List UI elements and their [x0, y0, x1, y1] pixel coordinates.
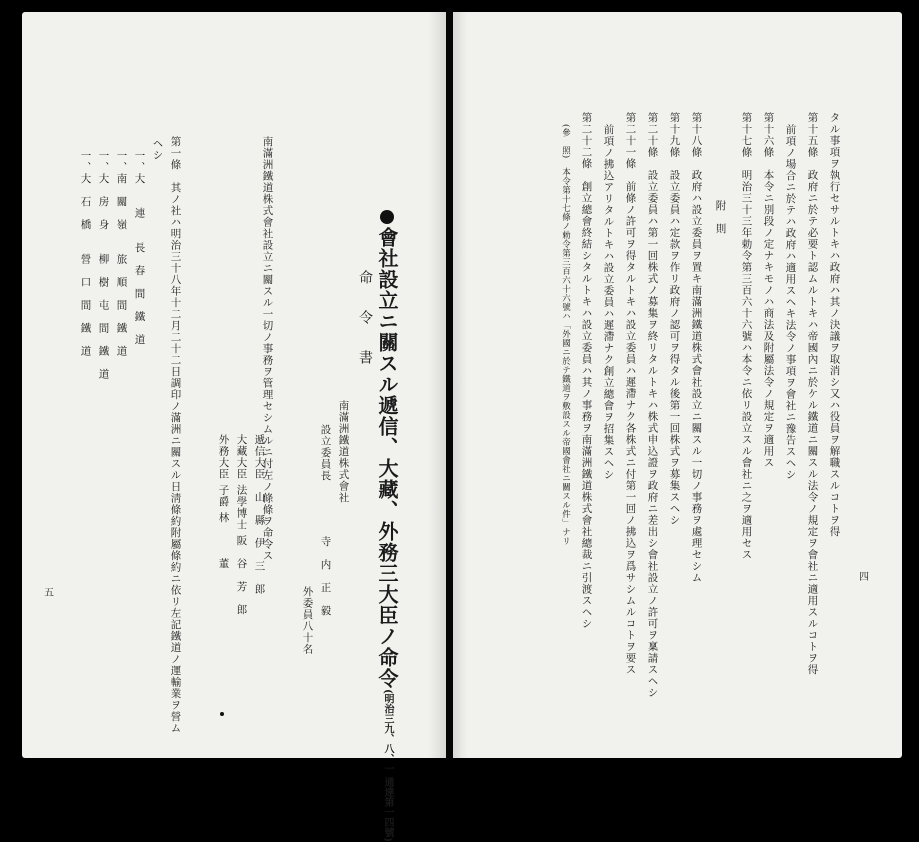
right-page	[453, 12, 902, 758]
reference-note: (參 照) 本令第十七條ノ勅令第三百六十六號ハ「外國ニ於テ鐵道ヲ敷設スル帝國會社ニ關スル件」ナリ	[560, 124, 571, 546]
appendix-heading: 附 則	[714, 200, 727, 235]
text-line: 前項ノ拂込アリタルトキハ設立委員ハ遲滯ナク創立總會ヲ招集スヘシ	[602, 124, 615, 481]
minister-communications: 遞信大臣 山 縣 伊 三 郎	[253, 434, 266, 595]
chair-label: 設立委員長	[319, 424, 332, 482]
railway-item: 一、大 石 橋 營 口 間 鐵 道	[79, 150, 92, 357]
minister-foreign: 外務大臣 子爵 林 董	[217, 434, 230, 570]
chair-name: 寺 内 正 毅	[319, 536, 332, 617]
page-number: 四	[859, 572, 869, 583]
book-gutter	[446, 8, 453, 760]
text-line: 第二十條 設立委員ハ第一回株式ノ募集ヲ終リタルトキハ株式申込證ヲ政府ニ差出シ會社設立ノ許可ヲ稟請スヘシ	[646, 112, 659, 699]
text-line: 第二十一條 前條ノ許可ヲ得タルトキハ設立委員ハ遲滯ナク各株式ニ付第一回ノ拂込ヲ爲サシムルコトヲ要ス	[624, 112, 637, 676]
order-heading: 命令書	[357, 270, 373, 390]
railway-item: 一、大 房 身 柳 樹 屯 間 鐵 道	[97, 150, 110, 380]
bullet-icon	[380, 210, 394, 224]
text-line: 第二十二條 創立總會終結シタルトキハ設立委員ハ其ノ事務ヲ南滿洲鐵道株式會社總裁ニ引渡スヘシ	[580, 112, 593, 630]
article-1-line-2: ヘシ	[151, 138, 164, 161]
page-number: 五	[44, 588, 54, 599]
page-edge-shadow	[453, 12, 467, 758]
railway-item: 一、南 關 嶺 旅 順 間 鐵 道	[115, 150, 128, 357]
minister-finance: 大藏大臣 法學博士 阪 谷 芳 郎	[235, 434, 248, 616]
title-note: (明治三九、八、一 通達第一四號)	[382, 689, 393, 842]
text-line: 第十八條 政府ハ設立委員ヲ置キ南滿洲鐵道株式會社設立ニ關スル一切ノ事務ヲ處理セシム	[690, 112, 703, 584]
intro-line: 南滿洲鐵道株式會社設立ニ關スル一切ノ事務ヲ管理セシムルニ付左ノ條條ヲ命令ス	[261, 136, 274, 562]
document-title-text: 會社設立ニ關スル遞信、大藏、外務三大臣ノ命令	[375, 227, 399, 689]
document-title	[377, 210, 397, 842]
text-line: タル事項ヲ執行セサルトキハ政府ハ其ノ決議ヲ取消シ又ハ役員ヲ解職スルコトヲ得	[828, 112, 841, 538]
text-line: 第十五條 政府ニ於テ必要ト認ムルトキハ帝國內ニ於ケル鐵道ニ關スル法令ノ規定ヲ會社ニ適用スルコトヲ得	[806, 112, 819, 676]
article-1-line-1: 第一條 其ノ社ハ明治三十八年十二月二十二日調印ノ滿洲ニ關スル日淸條約附屬條約ニ依リ左記鐵道ノ運輸業ヲ營ム	[169, 136, 182, 734]
text-line: 第十七條 明治三十三年勅令第三百六十六號ハ本令ニ依リ設立スル會社ニ之ヲ適用セス	[740, 112, 753, 561]
left-page	[22, 12, 446, 842]
page-edge-shadow	[428, 12, 446, 758]
company-name: 南滿洲鐵道株式會社	[337, 400, 350, 504]
text-line: 第十六條 本令ニ別段ノ定ナキモノハ商法及附屬法令ノ規定ヲ適用ス	[762, 112, 775, 469]
members-label: 外委員八十名	[301, 586, 314, 655]
ink-spot	[220, 712, 224, 716]
text-line: 第十九條 設立委員ハ定款ヲ作リ政府ノ認可ヲ得タル後第一回株式ヲ募集スヘシ	[668, 112, 681, 526]
text-line: 前項ノ場合ニ於テハ政府ハ適用スヘキ法令ノ事項ヲ會社ニ豫告スヘシ	[784, 124, 797, 481]
railway-item: 一、大 連 長 春 間 鐵 道	[133, 150, 146, 346]
